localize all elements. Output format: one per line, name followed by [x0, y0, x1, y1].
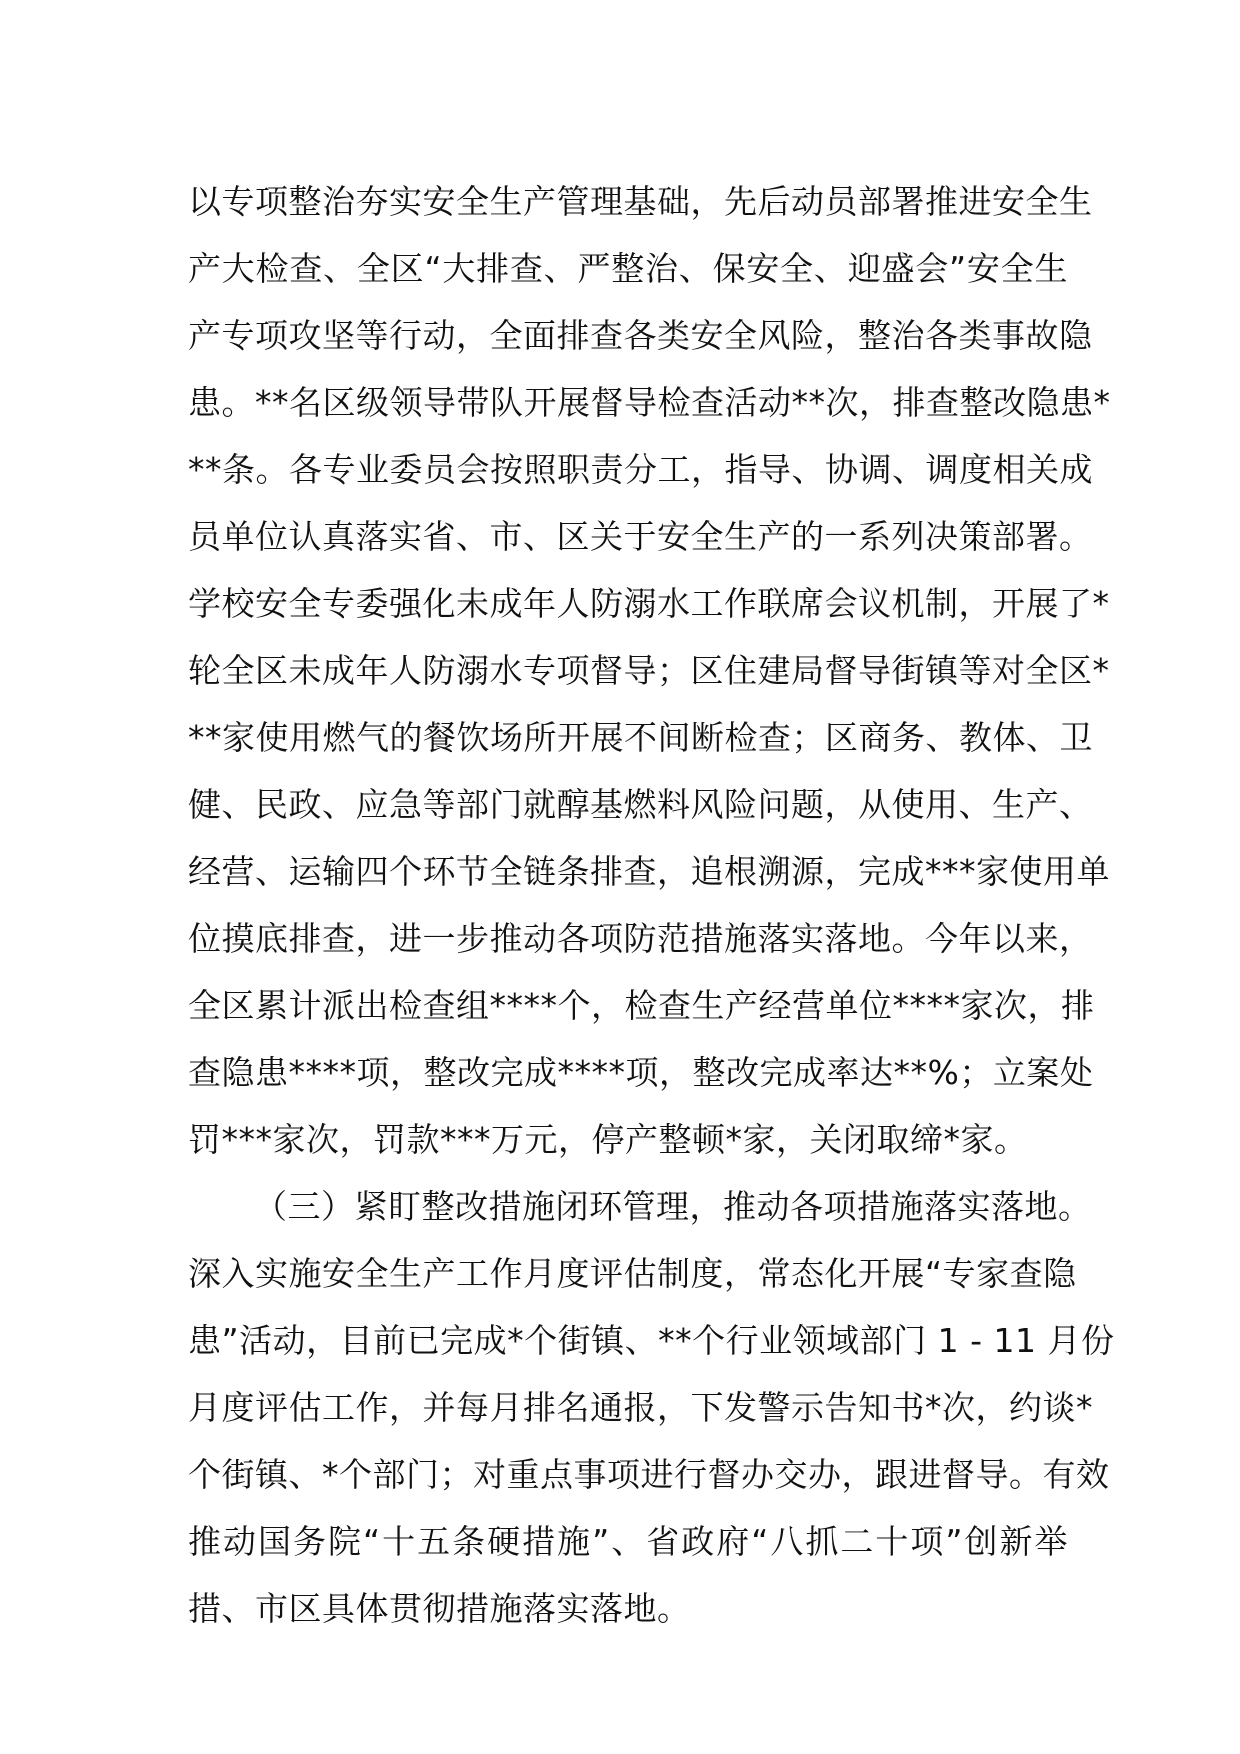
paragraph-end-line: 罚***家次，罚款***万元，停产整顿*家，关闭取缔*家。 [188, 1120, 1028, 1159]
text-line: 健、民政、应急等部门就醇基燃料风险问题，从使用、生产、 [188, 785, 1093, 824]
section-heading: （三）紧盯整改措施闭环管理，推动各项措施落实落地。 [254, 1187, 1092, 1226]
text-line: 产专项攻坚等行动，全面排查各类安全风险，整治各类事故隐 [188, 316, 1093, 355]
document-body [188, 168, 1115, 1642]
text-line: 经营、运输四个环节全链条排查，追根溯源，完成***家使用单 [188, 852, 1110, 891]
text-line: 查隐患****项，整改完成****项，整改完成率达**%；立案处 [188, 1053, 1094, 1092]
paragraph-end-line: 措、市区具体贯彻措施落实落地。 [188, 1589, 691, 1628]
text-line: 个街镇、*个部门；对重点事项进行督办交办，跟进督导。有效 [188, 1455, 1110, 1494]
text-line: **家使用燃气的餐饮场所开展不间断检查；区商务、教体、卫 [188, 718, 1093, 757]
text-line: 位摸底排查，进一步推动各项防范措施落实落地。今年以来， [188, 919, 1093, 958]
text-line: 员单位认真落实省、市、区关于安全生产的一系列决策部署。 [188, 517, 1093, 556]
text-line: 产大检查、全区“大排查、严整治、保安全、迎盛会”安全生 [188, 249, 1068, 288]
text-line: 推动国务院“十五条硬措施”、省政府“八抓二十项”创新举 [188, 1522, 1068, 1561]
text-line: 患”活动，目前已完成*个街镇、**个行业领域部门 1 - 11 月份 [188, 1321, 1115, 1360]
text-line: 全区累计派出检查组****个，检查生产经营单位****家次，排 [188, 986, 1095, 1025]
text-line: 深入实施安全生产工作月度评估制度，常态化开展“专家查隐 [188, 1254, 1077, 1293]
text-line: **条。各专业委员会按照职责分工，指导、协调、调度相关成 [188, 450, 1093, 489]
text-line: 患。**名区级领导带队开展督导检查活动**次，排查整改隐患* [188, 383, 1111, 422]
text-line: 以专项整治夯实安全生产管理基础，先后动员部署推进安全生 [188, 182, 1093, 221]
text-line: 月度评估工作，并每月排名通报，下发警示告知书*次，约谈* [188, 1388, 1093, 1427]
text-line: 学校安全专委强化未成年人防溺水工作联席会议机制，开展了* [188, 584, 1110, 623]
text-line: 轮全区未成年人防溺水专项督导；区住建局督导街镇等对全区* [188, 651, 1110, 690]
